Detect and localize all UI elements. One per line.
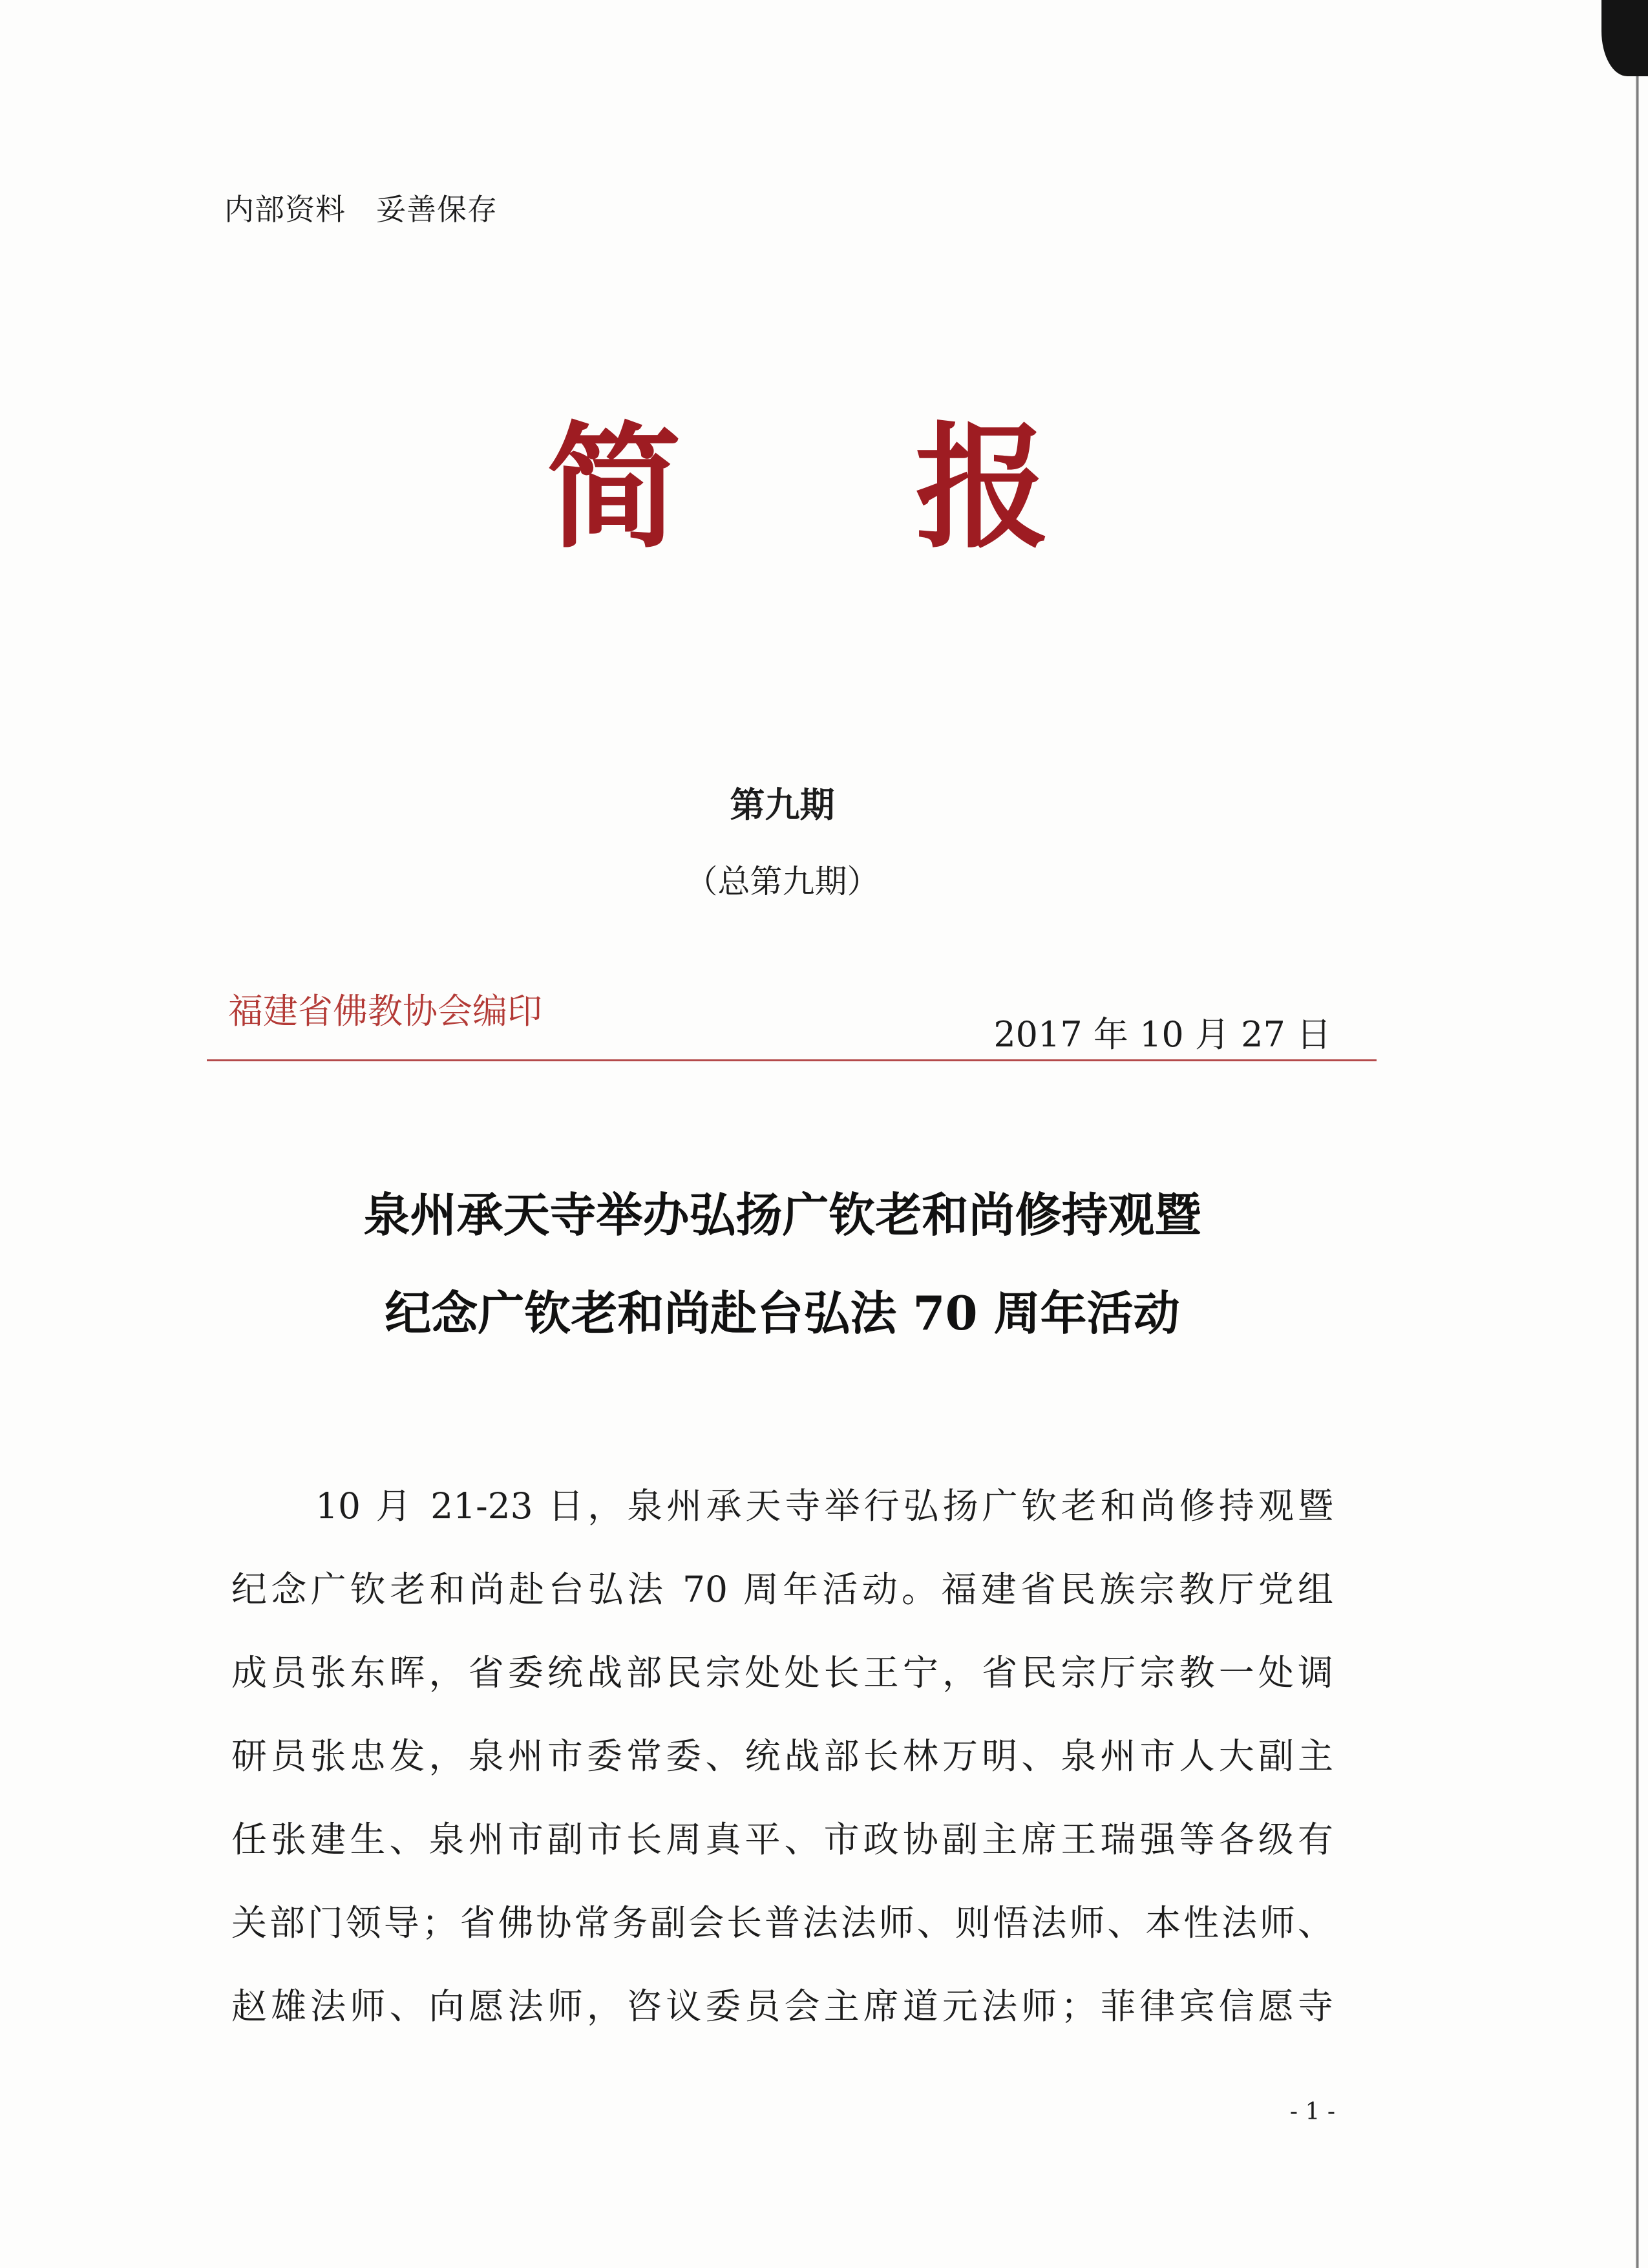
- issue-number: 第九期: [730, 784, 835, 825]
- page-number: - 1 -: [1289, 2099, 1335, 2125]
- article-body: [231, 1465, 1333, 2048]
- article-title-line: 纪念广钦老和尚赴台弘法 70 周年活动: [385, 1286, 1180, 1341]
- scan-corner-mark: [1601, 0, 1648, 76]
- masthead-char: 简: [547, 409, 681, 567]
- publisher-name: 福建省佛教协会编印: [228, 991, 542, 1032]
- body-line: 关部门领导；省佛协常务副会长普法法师、则悟法师、本性法师、: [231, 1902, 1333, 1944]
- issue-total: （总第九期）: [685, 863, 880, 900]
- article-title-line: 泉州承天寺举办弘扬广钦老和尚修持观暨: [363, 1187, 1201, 1242]
- scan-edge-shadow: [1636, 0, 1639, 2268]
- publish-date: 2017 年 10 月 27 日: [993, 1014, 1331, 1055]
- body-line: 10 月 21-23 日，泉州承天寺举行弘扬广钦老和尚修持观暨: [315, 1485, 1333, 1527]
- classification-note: 内部资料 妥善保存: [224, 192, 498, 227]
- body-line: 纪念广钦老和尚赴台弘法 70 周年活动。福建省民族宗教厅党组: [231, 1569, 1333, 1610]
- body-line: 任张建生、泉州市副市长周真平、市政协副主席王瑞强等各级有: [231, 1819, 1333, 1860]
- body-line: 赵雄法师、向愿法师，咨议委员会主席道元法师；菲律宾信愿寺: [231, 1986, 1333, 2027]
- masthead-char: 报: [915, 409, 1050, 567]
- header-divider: [207, 1059, 1377, 1061]
- body-line: 研员张忠发，泉州市委常委、统战部长林万明、泉州市人大副主: [231, 1735, 1333, 1777]
- body-line: 成员张东晖，省委统战部民宗处处长王宁，省民宗厅宗教一处调: [231, 1652, 1333, 1693]
